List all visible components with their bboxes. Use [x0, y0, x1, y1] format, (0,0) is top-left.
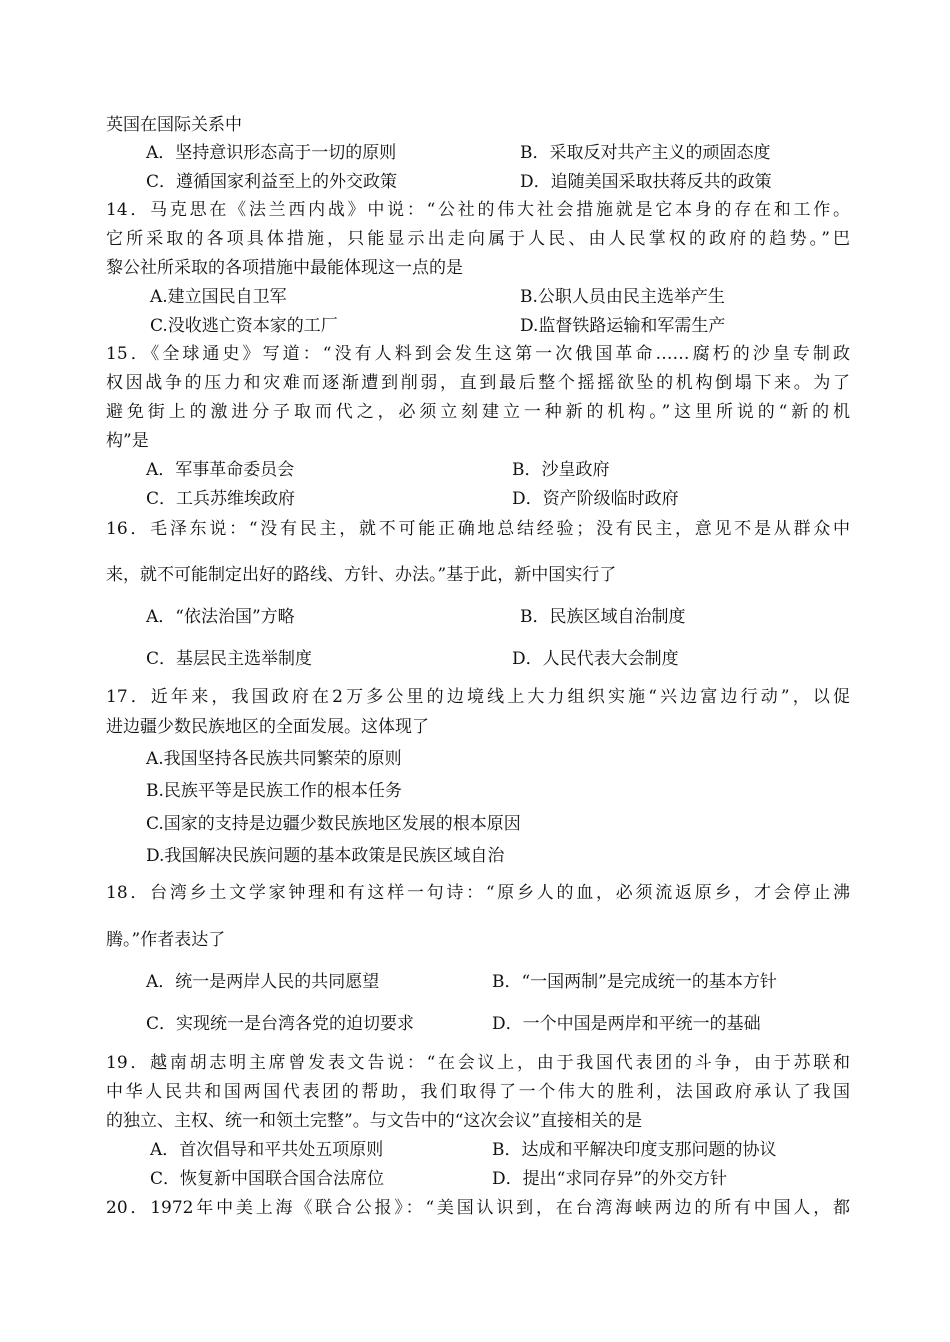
- q14-option-d: D.监督铁路运输和军需生产: [520, 316, 726, 336]
- q15-line-4: 构”是: [106, 431, 149, 451]
- q17-line-2: 进边疆少数民族地区的全面发展。这体现了: [106, 717, 429, 737]
- q18-line-1: 18．台湾乡土文学家钟理和有这样一句诗：“原乡人的血，必须流返原乡，才会停止沸: [106, 883, 850, 903]
- q18-option-b: B．“一国两制”是完成统一的基本方针: [492, 972, 777, 992]
- q15-option-c: C．工兵苏维埃政府: [146, 489, 296, 509]
- q19-option-a: A．首次倡导和平共处五项原则: [150, 1140, 384, 1160]
- q15-line-1: 15．《全球通史》写道：“没有人料到会发生这第一次俄国革命……腐朽的沙皇专制政: [106, 344, 850, 364]
- q15-line-2: 权因战争的压力和灾难而逐渐遭到削弱，直到最后整个摇摇欲坠的机构倒塌下来。为了: [106, 373, 850, 393]
- q16-option-c: C．基层民主选举制度: [146, 649, 313, 669]
- q13-option-c: C．遵循国家利益至上的外交政策: [146, 172, 398, 192]
- q15-option-d: D．资产阶级临时政府: [512, 489, 679, 509]
- q14-line-2: 它所采取的各项具体措施，只能显示出走向属于人民、由人民掌权的政府的趋势。”巴: [106, 229, 850, 249]
- q20-line-1: 20．1972年中美上海《联合公报》：“美国认识到，在台湾海峡两边的所有中国人，都: [106, 1198, 850, 1218]
- q16-line-2: 来，就不可能制定出好的路线、方针、办法。”基于此，新中国实行了: [106, 565, 617, 585]
- q17-option-b: B.民族平等是民族工作的根本任务: [146, 781, 402, 801]
- q13-stem-tail: 英国在国际关系中: [106, 115, 242, 135]
- q19-line-1: 19．越南胡志明主席曾发表文告说：“在会议上，由于我国代表团的斗争，由于苏联和: [106, 1053, 850, 1073]
- q17-line-1: 17．近年来，我国政府在2万多公里的边境线上大力组织实施“兴边富边行动”，以促: [106, 687, 850, 707]
- q18-option-d: D．一个中国是两岸和平统一的基础: [492, 1014, 761, 1034]
- q16-option-b: B．民族区域自治制度: [520, 607, 686, 627]
- q16-line-1: 16．毛泽东说：“没有民主，就不可能正确地总结经验；没有民主，意见不是从群众中: [106, 519, 850, 539]
- q14-option-a: A.建立国民自卫军: [150, 287, 287, 307]
- q17-option-c: C.国家的支持是边疆少数民族地区发展的根本原因: [146, 814, 521, 834]
- q13-option-d: D．追随美国采取扶蒋反共的政策: [520, 172, 772, 192]
- q19-option-d: D．提出“求同存异”的外交方针: [492, 1169, 728, 1189]
- q13-option-a: A．坚持意识形态高于一切的原则: [146, 143, 397, 163]
- q16-option-d: D．人民代表大会制度: [512, 649, 679, 669]
- q14-line-3: 黎公社所采取的各项措施中最能体现这一点的是: [106, 258, 463, 278]
- q18-option-a: A．统一是两岸人民的共同愿望: [146, 972, 380, 992]
- q19-option-b: B．达成和平解决印度支那问题的协议: [492, 1140, 777, 1160]
- q13-option-b: B．采取反对共产主义的顽固态度: [520, 143, 771, 163]
- q17-option-a: A.我国坚持各民族共同繁荣的原则: [146, 749, 402, 769]
- q15-line-3: 避免街上的激进分子取而代之，必须立刻建立一种新的机构。”这里所说的“新的机: [106, 402, 850, 422]
- q19-line-3: 的独立、主权、统一和领土完整”。与文告中的“这次会议”直接相关的是: [106, 1111, 643, 1131]
- q16-option-a: A．“依法治国”方略: [146, 607, 295, 627]
- q19-line-2: 中华人民共和国两国代表团的帮助，我们取得了一个伟大的胜利，法国政府承认了我国: [106, 1082, 850, 1102]
- q14-line-1: 14．马克思在《法兰西内战》中说：“公社的伟大社会措施就是它本身的存在和工作。: [106, 200, 850, 220]
- q15-option-b: B．沙皇政府: [512, 460, 610, 480]
- q18-line-2: 腾。”作者表达了: [106, 930, 226, 950]
- q17-option-d: D.我国解决民族问题的基本政策是民族区域自治: [146, 846, 505, 866]
- q14-option-c: C.没收逃亡资本家的工厂: [150, 316, 338, 336]
- q19-option-c: C．恢复新中国联合国合法席位: [150, 1169, 385, 1189]
- q14-option-b: B.公职人员由民主选举产生: [520, 287, 725, 307]
- q15-option-a: A．军事革命委员会: [146, 460, 295, 480]
- q18-option-c: C．实现统一是台湾各党的迫切要求: [146, 1014, 415, 1034]
